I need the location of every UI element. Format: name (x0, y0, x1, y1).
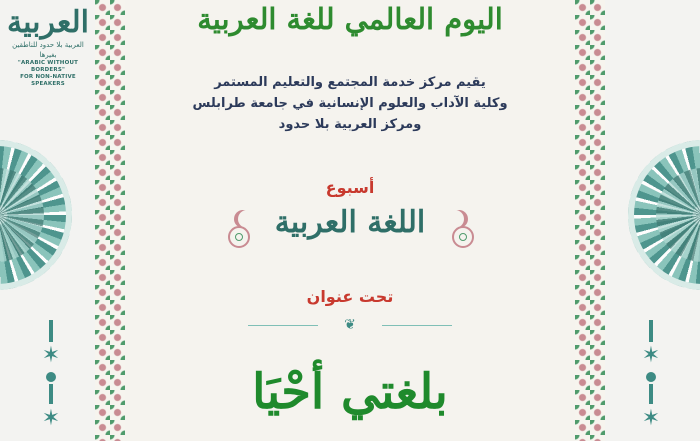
left-pattern-border (95, 0, 125, 441)
logo-english-line-1: "ARABIC WITHOUT BORDERS" (17, 60, 79, 73)
right-pattern-border (575, 0, 605, 441)
headline: اليوم العالمي للغة العربية (197, 2, 503, 36)
calligraphy-title: اللغة العربية (274, 205, 426, 240)
intro-line: وكلية الآداب والعلوم الإنسانية في جامعة طرابلس (192, 96, 508, 111)
logo-english-line-2: FOR NON-NATIVE SPEAKERS (20, 74, 76, 87)
intro-line: ومركز العربية بلا حدود (278, 117, 422, 132)
week-label: أسبوع (325, 178, 375, 197)
logo (6, 6, 90, 88)
logo-arabic-line: العربية بلا حدود للناطقين بغيرها (12, 41, 84, 59)
ornament-post (649, 320, 653, 342)
ornament-post (49, 384, 53, 404)
ornament-dot (646, 372, 656, 382)
intro-text (125, 72, 575, 135)
star-icon: ✶ (41, 343, 61, 368)
logo-mark: العربية (7, 5, 89, 40)
ornament-dot (46, 372, 56, 382)
intro-line: يقيم مركز خدمة المجتمع والتعليم المستمر (214, 75, 486, 90)
mandala-icon (628, 140, 700, 290)
ornament-post (49, 320, 53, 342)
star-icon: ✶ (641, 406, 661, 431)
floral-divider-icon: ❦ (344, 317, 356, 333)
ornament-post (649, 384, 653, 404)
star-icon: ✶ (641, 343, 661, 368)
mandala-icon (0, 140, 72, 290)
right-decor-panel (605, 0, 700, 441)
star-icon: ✶ (41, 406, 61, 431)
subtitle: تحت عنوان (306, 287, 394, 306)
slogan: بلغتي أحْيَا (252, 364, 448, 420)
divider-line (382, 325, 452, 326)
